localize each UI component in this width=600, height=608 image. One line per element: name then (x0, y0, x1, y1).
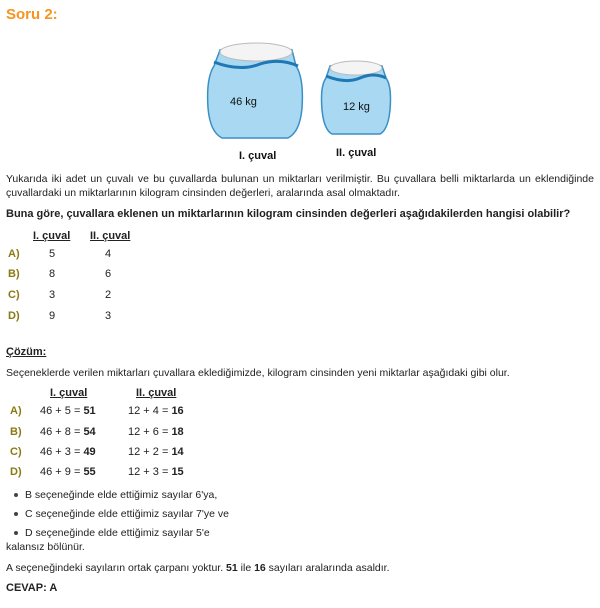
bullet-item: D seçeneğinde elde ettiğimiz sayılar 5'e (14, 527, 210, 539)
option-d-value2: 3 (104, 310, 112, 322)
solution-col2-header: II. çuval (136, 387, 177, 399)
sack-2-weight: 12 kg (343, 101, 370, 113)
solution-a-expr1: 46 + 5 = 51 (40, 405, 96, 417)
option-a-value2: 4 (104, 248, 112, 260)
sack-1-illustration (200, 38, 310, 142)
option-d-letter: D) (8, 310, 20, 322)
solution-intro: Seçeneklerde verilen miktarları çuvallara eklediğimizde, kilogram cinsinden yeni miktarlar aşağıdaki gibi olur. (6, 367, 510, 379)
solution-d-letter: D) (10, 466, 22, 478)
answer: CEVAP: A (6, 582, 58, 594)
solution-c-letter: C) (10, 446, 22, 458)
intro-paragraph: Yukarıda iki adet un çuvalı ve bu çuvallarda bulunan un miktarları verilmiştir. Bu çuvallara belli miktarlarda un eklendiğinde çuvallardaki un miktarlarının kilogram cinsinden değerleri, aralarında asal olmaktadır. (6, 173, 594, 199)
option-d-value1: 9 (48, 310, 56, 322)
solution-c-expr2: 12 + 2 = 14 (128, 446, 184, 458)
option-c-letter: C) (8, 289, 20, 301)
solution-a-expr2: 12 + 4 = 16 (128, 405, 184, 417)
solution-col1-header: I. çuval (50, 387, 88, 399)
bullet-tail: kalansız bölünür. (6, 541, 85, 553)
option-a-value1: 5 (48, 248, 56, 260)
bullet-item: C seçeneğinde elde ettiğimiz sayılar 7'ye ve (14, 508, 229, 520)
solution-c-expr1: 46 + 3 = 49 (40, 446, 96, 458)
solution-a-letter: A) (10, 405, 22, 417)
option-a-letter: A) (8, 248, 20, 260)
options-col1-header: I. çuval (33, 230, 71, 242)
option-c-value1: 3 (48, 289, 56, 301)
sack-2-illustration (320, 60, 392, 138)
option-b-value1: 8 (48, 268, 56, 280)
solution-d-expr1: 46 + 9 = 55 (40, 466, 96, 478)
conclusion: A seçeneğindeki sayıların ortak çarpanı yoktur. 51 ile 16 sayıları aralarında asaldır. (6, 562, 390, 574)
sack-2-label: II. çuval (336, 147, 377, 159)
sack-1-weight: 46 kg (230, 96, 257, 108)
bullet-item: B seçeneğinde elde ettiğimiz sayılar 6'ya, (14, 489, 217, 501)
sack-1-label: I. çuval (239, 150, 277, 162)
question-text: Buna göre, çuvallara eklenen un miktarlarının kilogram cinsinden değerleri aşağıdakilerden hangisi olabilir? (6, 208, 571, 220)
solution-d-expr2: 12 + 3 = 15 (128, 466, 184, 478)
solution-b-expr2: 12 + 6 = 18 (128, 426, 184, 438)
question-title: Soru 2: (6, 6, 58, 23)
options-col2-header: II. çuval (90, 230, 131, 242)
option-b-value2: 6 (104, 268, 112, 280)
solution-b-letter: B) (10, 426, 22, 438)
option-c-value2: 2 (104, 289, 112, 301)
solution-b-expr1: 46 + 8 = 54 (40, 426, 96, 438)
solution-title: Çözüm: (6, 346, 47, 358)
option-b-letter: B) (8, 268, 20, 280)
